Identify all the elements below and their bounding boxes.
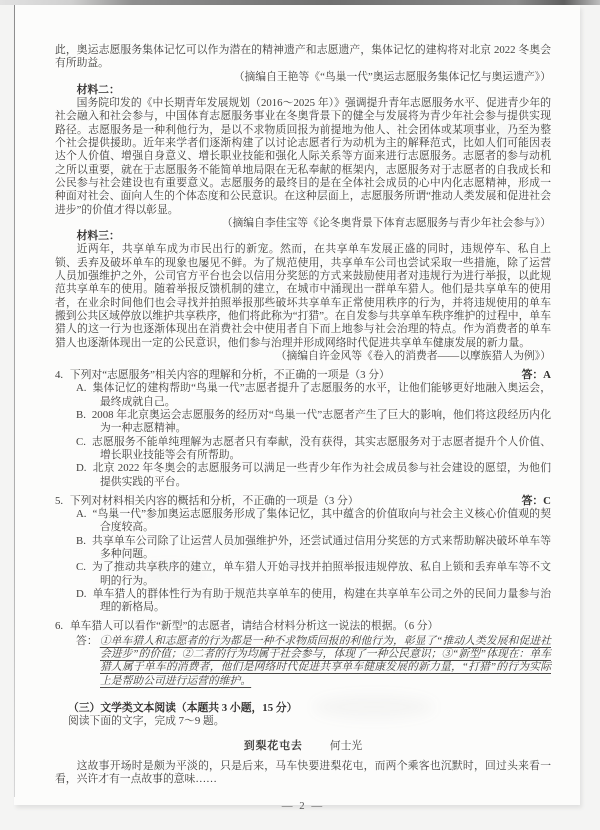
option-text: 志愿服务不能单纯理解为志愿者只有奉献，没有获得，其实志愿服务对于志愿者提升个人价值、增长职业技能等会有所帮助。 [91, 435, 551, 461]
option-text: 单车猎人的群体性行为有助于规范共享单车的使用，构建在共享单车公司之外的民间力量参与治理的新格局。 [92, 587, 551, 614]
question-5-stem-text: 下列对材料相关内容的概括和分析，不正确的一项是（3 分） [69, 494, 359, 507]
question-4-option-a [55, 382, 551, 409]
question-4-stem [55, 369, 551, 382]
option-text: 为了推动共享秩序的建立，单车猎人开始寻找并拍照举报违规停放、私自上锁和丢弃单车等不文明的行为。 [91, 561, 551, 587]
question-6-stem-text: 单车猎人可以看作“新型”的志愿者，请结合材料分析这一说法的根据。（6 分） [69, 620, 439, 633]
option-text: “鸟巢一代”参加奥运志愿服务形成了集体记忆，其中蕴含的价值取向与社会主义核心价值观的契合度较高。 [92, 508, 551, 534]
question-6-stem [55, 620, 551, 633]
question-5-option-b [55, 535, 551, 562]
story-title: 到梨花屯去 [243, 739, 303, 752]
page-number: — 2 — [281, 800, 325, 813]
question-4-option-c [55, 436, 551, 463]
page-content [55, 44, 551, 814]
question-5-option-c [55, 561, 551, 588]
question-4-option-d [55, 462, 551, 489]
question-4-option-b [55, 409, 551, 436]
question-6-answer [55, 635, 551, 688]
continuation-paragraph: 此，奥运志愿服务集体记忆可以作为潜在的精神遗产和志愿遗产，集体记忆的建构将对北京 2022 冬奥会有所助益。 [55, 44, 551, 70]
story-opening: 这故事开场时是颇为平淡的，只是后来，马车快要进梨花屯，而两个乘客也沉默时，回过头来看一看，兴许才有一点故事的意味…… [55, 759, 551, 786]
option-label: C. [76, 435, 86, 448]
question-4-stem-text: 下列对“志愿服务”相关内容的理解和分析，不正确的一项是（3 分） [69, 369, 390, 382]
citation-material1: （摘编自王艳等《“鸟巢一代”奥运志愿服务集体记忆与奥运遗产》） [233, 70, 551, 83]
question-5-option-d [55, 588, 551, 615]
answer-label: 答： [76, 634, 98, 647]
option-label: A. [76, 382, 87, 395]
scan-left-edge [14, 5, 15, 797]
story-title-line [55, 740, 551, 753]
question-4-number: 4. [55, 369, 64, 382]
story-author: 何士光 [329, 739, 363, 752]
option-label: C. [76, 561, 86, 574]
option-label: D. [76, 587, 87, 600]
option-label: D. [76, 462, 87, 475]
section3-heading: （三）文学类文本阅读（本题共 3 小题，15 分） [67, 701, 298, 714]
option-text: 共享单车公司除了让运营人员加强维护外，还尝试通过信用分奖惩的方式来帮助解决破坏单车等多种问题。 [91, 534, 551, 560]
material3-label: 材料三： [76, 230, 120, 243]
option-label: B. [76, 534, 86, 547]
material2-label: 材料二： [76, 83, 120, 96]
question-5-answer-mark: 答：C [521, 494, 551, 507]
option-label: B. [76, 409, 86, 422]
material3-body: 近两年，共享单车成为市民出行的新宠。然而，在共享单车发展正盛的同时，违规停车、私自上锁、丢弃及破坏单车的现象也屡见不鲜。为了规范使用，共享单车公司也尝试采取一些措施，除了运营人员加强维护之外，公司官方平台也会以信用分奖惩的方式来鼓励使用者对违规行为进行举报，以此规范共享单车的使用。随着举报反馈机制的建立，在城市中涌现出一群单车猎人。他们是共享单车的使用者，在业余时间他们也会寻找并拍照举报那些破坏共享单车正常使用秩序的行为，并将违规使用的单车搬到公共区域停放以维护共享秩序，他们将此称为“打猎”。在自发参与共享单车秩序维护的过程中，单车猎人的这一行为也逐渐体现出在消费社会中使用者自下而上地参与社会治理的特点。作为消费者的单车猎人也逐渐体现出一定的公民意识，他们参与治理并形成网络时代促进共享单车健康发展的新力量。 [55, 243, 551, 349]
question-5-number: 5. [55, 494, 64, 507]
option-text: 北京 2022 年冬奥会的志愿服务可以满足一些青少年作为社会成员参与社会建设的愿望，为他们提供实践的平台。 [92, 462, 551, 488]
question-5-stem [55, 495, 551, 508]
answer-text: ①单车猎人和志愿者的行为都是一种不求物质回报的利他行为，彰显了“推动人类发展和促进社会进步”的价值；②二者的行为均属于社会参与，体现了一种公民意识；③“新型”体现在：单车猎人属于单车的消费者，他们是网络时代促进共享单车健康发展的新力量，“打猎”的行为实际上是帮助公司进行运营的维护。 [99, 634, 551, 687]
citation-material3: （摘编自许金风等《卷入的消费者——以摩族猎人为例》） [275, 349, 551, 362]
section3-instruction: 阅读下面的文字，完成 7～9 题。 [67, 715, 225, 728]
material2-body: 国务院印发的《中长期青年发展规划（2016～2025 年）》强调提升青年志愿服务水平、促进青少年的社会融入和社会参与，中国体育志愿服务事业在冬奥背景下的健全与发展将为青少年社会参与提供实现路径。志愿服务是一种利他行为，是以不求物质回报为前提地为他人、社会团体或某项事业，乃至为整个社会提供援助。近年来学者们逐渐构建了以讨论志愿者行为动机为主的解释范式，比如人们可能因表达个人价值、增强自身意义、增长职业技能和强化人际关系等方面来进行志愿服务。志愿者的参与动机之所以重要，就在于志愿服务不能简单地局限在无私奉献的框架内，志愿服务对于志愿者的自我成长和公民参与社会建设也有重要意义。志愿服务的最终目的是在全体社会成员的心中内化志愿精神，形成一种面对社会、面向人生的个体态度和公民意识。在这种层面上，志愿服务所谓“推动人类发展和促进社会进步”的价值才得以彰显。 [55, 97, 551, 216]
question-4 [55, 369, 551, 489]
option-label: A. [76, 508, 87, 521]
question-5-option-a [55, 508, 551, 535]
question-5 [55, 495, 551, 615]
question-6-number: 6. [55, 620, 64, 633]
question-4-answer-mark: 答：A [521, 369, 551, 382]
option-text: 集体记忆的建构帮助“鸟巢一代”志愿者提升了志愿服务的水平，让他们能够更好地融入奥运会，最终成就自己。 [92, 382, 551, 408]
question-6 [55, 620, 551, 687]
citation-material2: （摘编自李佳宝等《论冬奥背景下体育志愿服务与青少年社会参与》） [221, 216, 551, 229]
option-text: 2008 年北京奥运会志愿服务的经历对“鸟巢一代”志愿者产生了巨大的影响，他们将这段经历内化为一种志愿精神。 [91, 409, 551, 435]
